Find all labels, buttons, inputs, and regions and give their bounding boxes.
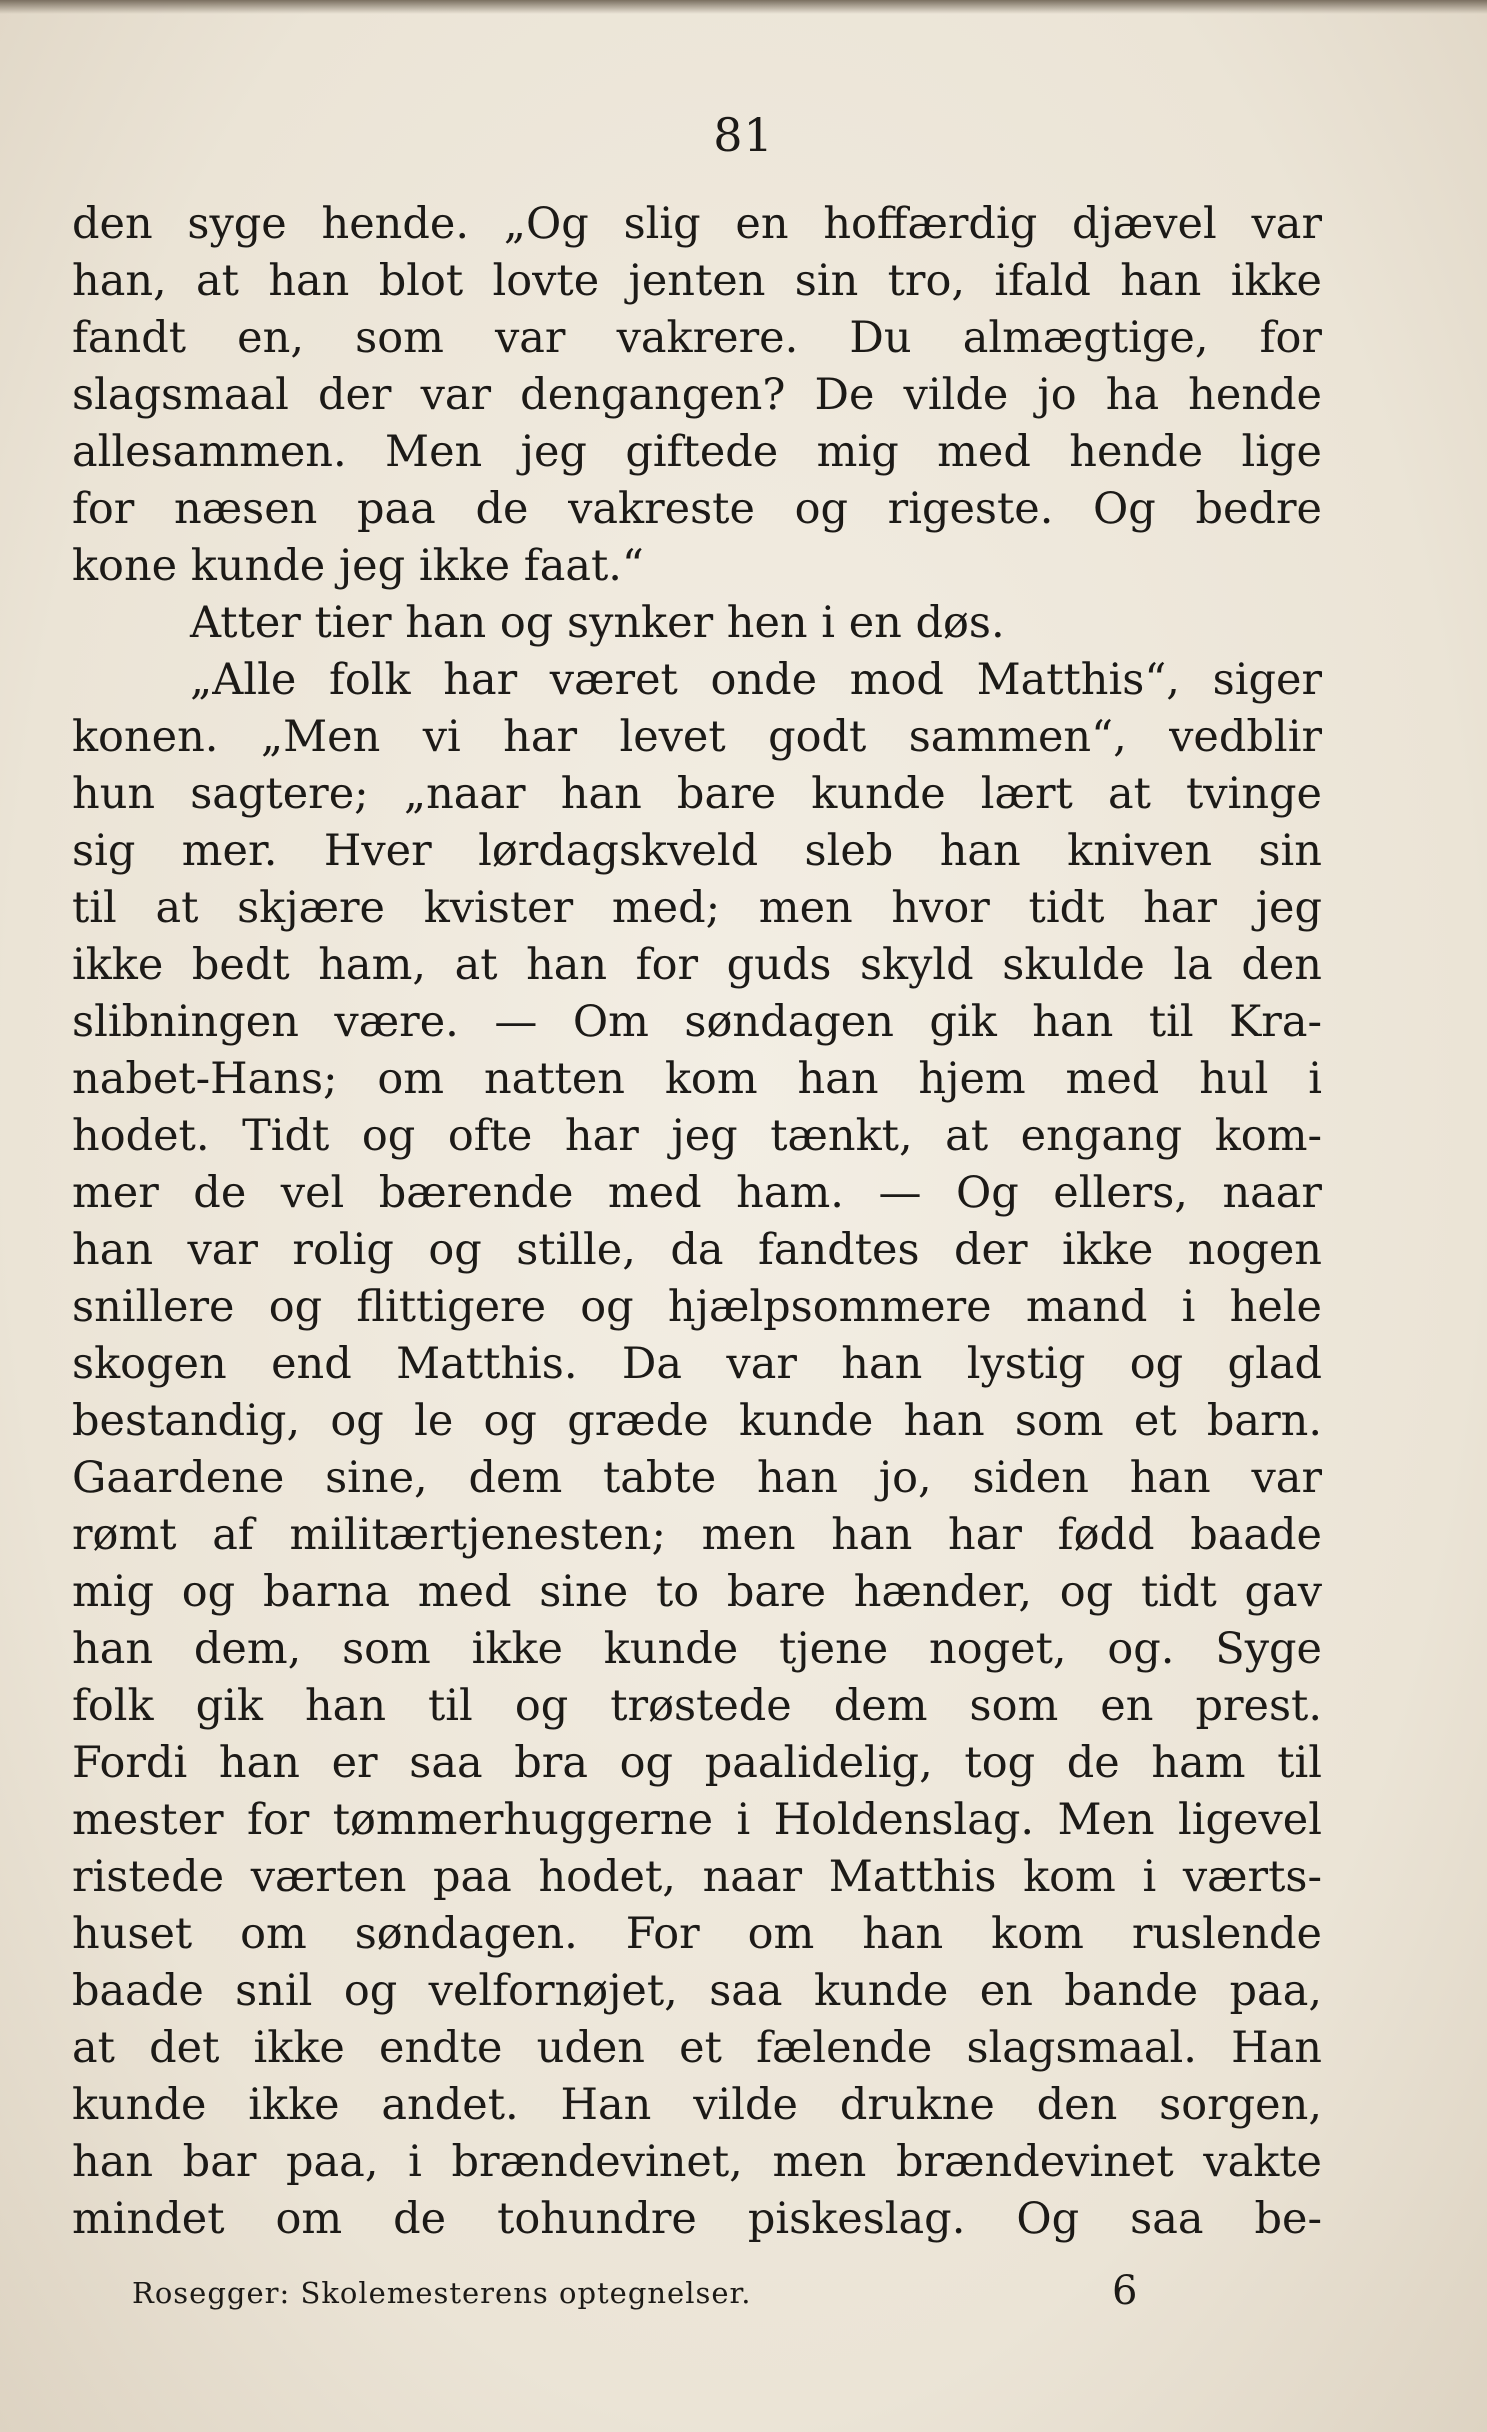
text-line: „Alle folk har været onde mod Matthis“, siger <box>190 655 1322 705</box>
sheet-number: 6 <box>1112 2268 1138 2314</box>
text-line: sig mer. Hver lørdagskveld sleb han kniven sin <box>72 826 1322 876</box>
text-line: hodet. Tidt og ofte har jeg tænkt, at engang kom- <box>72 1111 1322 1161</box>
text-line: han var rolig og stille, da fandtes der ikke nogen <box>72 1225 1322 1275</box>
text-line: mer de vel bærende med ham. — Og ellers, naar <box>72 1168 1322 1218</box>
text-line: ikke bedt ham, at han for guds skyld skulde la den <box>72 940 1322 990</box>
text-line: skogen end Matthis. Da var han lystig og glad <box>72 1339 1322 1389</box>
text-line: nabet-Hans; om natten kom han hjem med hul i <box>72 1054 1322 1104</box>
text-line: folk gik han til og trøstede dem som en prest. <box>72 1681 1322 1731</box>
page-footer <box>132 2268 1138 2318</box>
text-line: for næsen paa de vakreste og rigeste. Og bedre <box>72 484 1322 534</box>
text-line: slagsmaal der var dengangen? De vilde jo ha hende <box>72 370 1322 420</box>
text-line: Fordi han er saa bra og paalidelig, tog de ham til <box>72 1738 1322 1788</box>
text-line: kone kunde jeg ikke faat.“ <box>72 541 644 591</box>
text-line: snillere og flittigere og hjælpsommere mand i hele <box>72 1282 1322 1332</box>
page-edge-shadow <box>0 0 1487 14</box>
text-line: konen. „Men vi har levet godt sammen“, vedblir <box>72 712 1322 762</box>
body-text <box>72 196 1322 2248</box>
text-line: Gaardene sine, dem tabte han jo, siden han var <box>72 1453 1322 1503</box>
text-line: mindet om de tohundre piskeslag. Og saa be- <box>72 2194 1322 2244</box>
text-line: allesammen. Men jeg giftede mig med hende lige <box>72 427 1322 477</box>
text-line: den syge hende. „Og slig en hoffærdig djævel var <box>72 199 1322 249</box>
text-line: mester for tømmerhuggerne i Holdenslag. Men ligevel <box>72 1795 1322 1845</box>
text-line: huset om søndagen. For om han kom ruslende <box>72 1909 1322 1959</box>
text-line: han bar paa, i brændevinet, men brændevinet vakte <box>72 2137 1322 2187</box>
text-line: at det ikke endte uden et fælende slagsmaal. Han <box>72 2023 1322 2073</box>
page-number: 81 <box>713 108 774 162</box>
text-line: mig og barna med sine to bare hænder, og tidt gav <box>72 1567 1322 1617</box>
text-line: rømt af militærtjenesten; men han har fødd baade <box>72 1510 1322 1560</box>
text-line: slibningen være. — Om søndagen gik han til Kra- <box>72 997 1322 1047</box>
text-line: han dem, som ikke kunde tjene noget, og. Syge <box>72 1624 1322 1674</box>
text-line: bestandig, og le og græde kunde han som et barn. <box>72 1396 1322 1446</box>
text-line: hun sagtere; „naar han bare kunde lært at tvinge <box>72 769 1322 819</box>
footer-signature: Rosegger: Skolemesterens optegnelser. <box>132 2276 752 2310</box>
text-line: baade snil og velfornøjet, saa kunde en bande paa, <box>72 1966 1322 2016</box>
text-line: kunde ikke andet. Han vilde drukne den sorgen, <box>72 2080 1322 2130</box>
text-line: fandt en, som var vakrere. Du almægtige, for <box>72 313 1322 363</box>
text-line: til at skjære kvister med; men hvor tidt har jeg <box>72 883 1322 933</box>
text-line: Atter tier han og synker hen i en døs. <box>190 598 1005 648</box>
text-line: ristede værten paa hodet, naar Matthis kom i værts- <box>72 1852 1322 1902</box>
text-line: han, at han blot lovte jenten sin tro, ifald han ikke <box>72 256 1322 306</box>
